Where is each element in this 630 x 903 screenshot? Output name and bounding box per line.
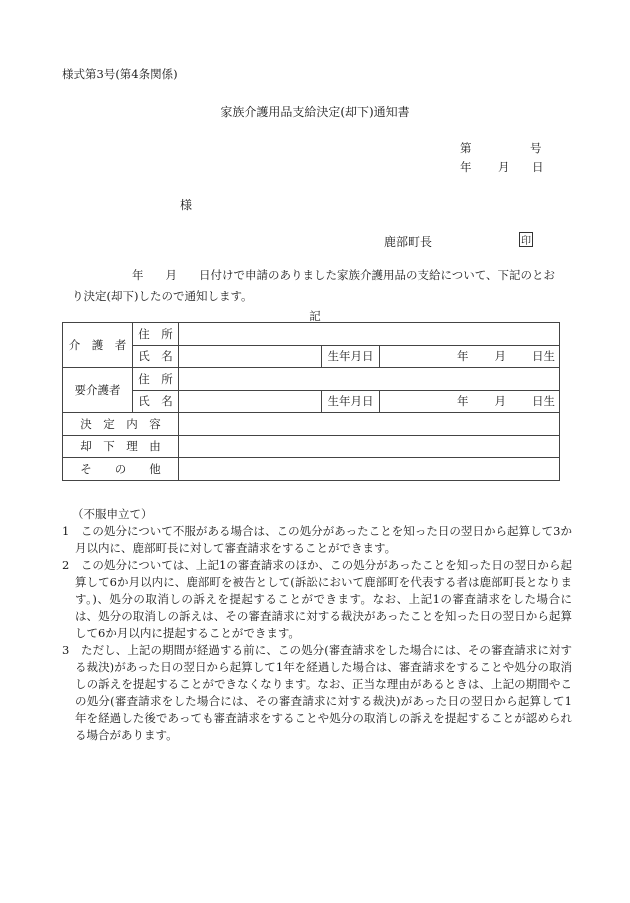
caregiver-birthdate-field[interactable] bbox=[380, 345, 560, 368]
other-label: そ の 他 bbox=[63, 458, 179, 481]
recipient-info-table bbox=[62, 322, 560, 481]
table-row bbox=[63, 413, 560, 436]
birth-year-unit: 年 bbox=[457, 394, 469, 409]
decision-label: 決 定 内 容 bbox=[63, 413, 179, 436]
issuer-name: 鹿部町長 bbox=[384, 235, 433, 249]
body-month: 月 bbox=[165, 268, 177, 282]
body-text-line2: り決定(却下)したので通知します。 bbox=[72, 289, 253, 303]
objection-item-1: 1 この処分について不服がある場合は、この処分があったことを知った日の翌日から起算して3か月以内に、鹿部町長に対して審査請求をすることができます。 bbox=[62, 524, 572, 555]
issue-date-day: 日 bbox=[532, 160, 544, 174]
issue-date-year: 年 bbox=[460, 160, 472, 174]
recipient-name-field[interactable] bbox=[179, 390, 322, 413]
addressee-suffix: 様 bbox=[180, 198, 193, 212]
caregiver-birthdate-label: 生年月日 bbox=[322, 345, 380, 368]
document-title: 家族介護用品支給決定(却下)通知書 bbox=[220, 105, 410, 119]
rejection-reason-field[interactable] bbox=[179, 435, 560, 458]
recipient-address-field[interactable] bbox=[179, 368, 560, 391]
table-row bbox=[63, 435, 560, 458]
ki-heading: 記 bbox=[309, 309, 321, 323]
other-field[interactable] bbox=[179, 458, 560, 481]
objection-item-3: 3 ただし、上記の期間が経過する前に、この処分(審査請求をした場合には、その審査請求に対する裁決)があった日の翌日から起算して1年を経過した場合は、審査請求をすることや処分の取消しの訴えを提起することができなくなります。なお、正当な理由があるときは、上記の期間やこの処分(審査請求をした場合には、その審査請求に対する裁決)があった日の翌日から起算して1年を経過した後であっても審査請求をすることや処分の取消しの訴えを提起することが認められる場合があります。 bbox=[62, 643, 572, 742]
birth-month-unit: 月 bbox=[494, 349, 507, 364]
table-row bbox=[63, 323, 560, 346]
caregiver-address-field[interactable] bbox=[179, 323, 560, 346]
decision-field[interactable] bbox=[179, 413, 560, 436]
birth-day-unit: 日生 bbox=[532, 349, 556, 364]
objection-heading: （不服申立て） bbox=[72, 507, 153, 521]
birth-year-unit: 年 bbox=[457, 349, 469, 364]
recipient-birthdate-field[interactable] bbox=[380, 390, 560, 413]
body-text-line1 bbox=[132, 267, 555, 283]
body-year: 年 bbox=[132, 268, 144, 282]
rejection-reason-label: 却 下 理 由 bbox=[63, 435, 179, 458]
document-number-suffix: 号 bbox=[530, 141, 542, 155]
body-line1-rest: 日付けで申請のありました家族介護用品の支給について、下記のとお bbox=[199, 268, 556, 282]
table-row bbox=[63, 345, 560, 368]
document-number-label: 第 bbox=[460, 141, 472, 155]
table-row bbox=[63, 390, 560, 413]
recipient-name-label: 氏 名 bbox=[133, 390, 179, 413]
table-row bbox=[63, 458, 560, 481]
objection-notes bbox=[62, 506, 572, 744]
caregiver-address-label: 住 所 bbox=[133, 323, 179, 346]
form-number: 様式第3号(第4条関係) bbox=[62, 67, 178, 81]
recipient-address-label: 住 所 bbox=[133, 368, 179, 391]
caregiver-name-field[interactable] bbox=[179, 345, 322, 368]
birth-month-unit: 月 bbox=[494, 394, 507, 409]
birth-day-unit: 日生 bbox=[532, 394, 556, 409]
caregiver-name-label: 氏 名 bbox=[133, 345, 179, 368]
table-row bbox=[63, 368, 560, 391]
care-recipient-label: 要介護者 bbox=[63, 368, 133, 413]
caregiver-label: 介 護 者 bbox=[63, 323, 133, 368]
seal-mark: 印 bbox=[519, 232, 533, 247]
recipient-birthdate-label: 生年月日 bbox=[322, 390, 380, 413]
issue-date-month: 月 bbox=[498, 160, 510, 174]
objection-item-2: 2 この処分については、上記1の審査請求のほか、この処分があったことを知った日の翌日から起算して6か月以内に、鹿部町を被告として(訴訟において鹿部町を代表する者は鹿部町長となります。)、処分の取消しの訴えを提起することができます。なお、上記1の審査請求をした場合には、処分の取消しの訴えは、その審査請求に対する裁決があったことを知った日の翌日から起算して6か月以内に提起することができます。 bbox=[62, 558, 572, 640]
